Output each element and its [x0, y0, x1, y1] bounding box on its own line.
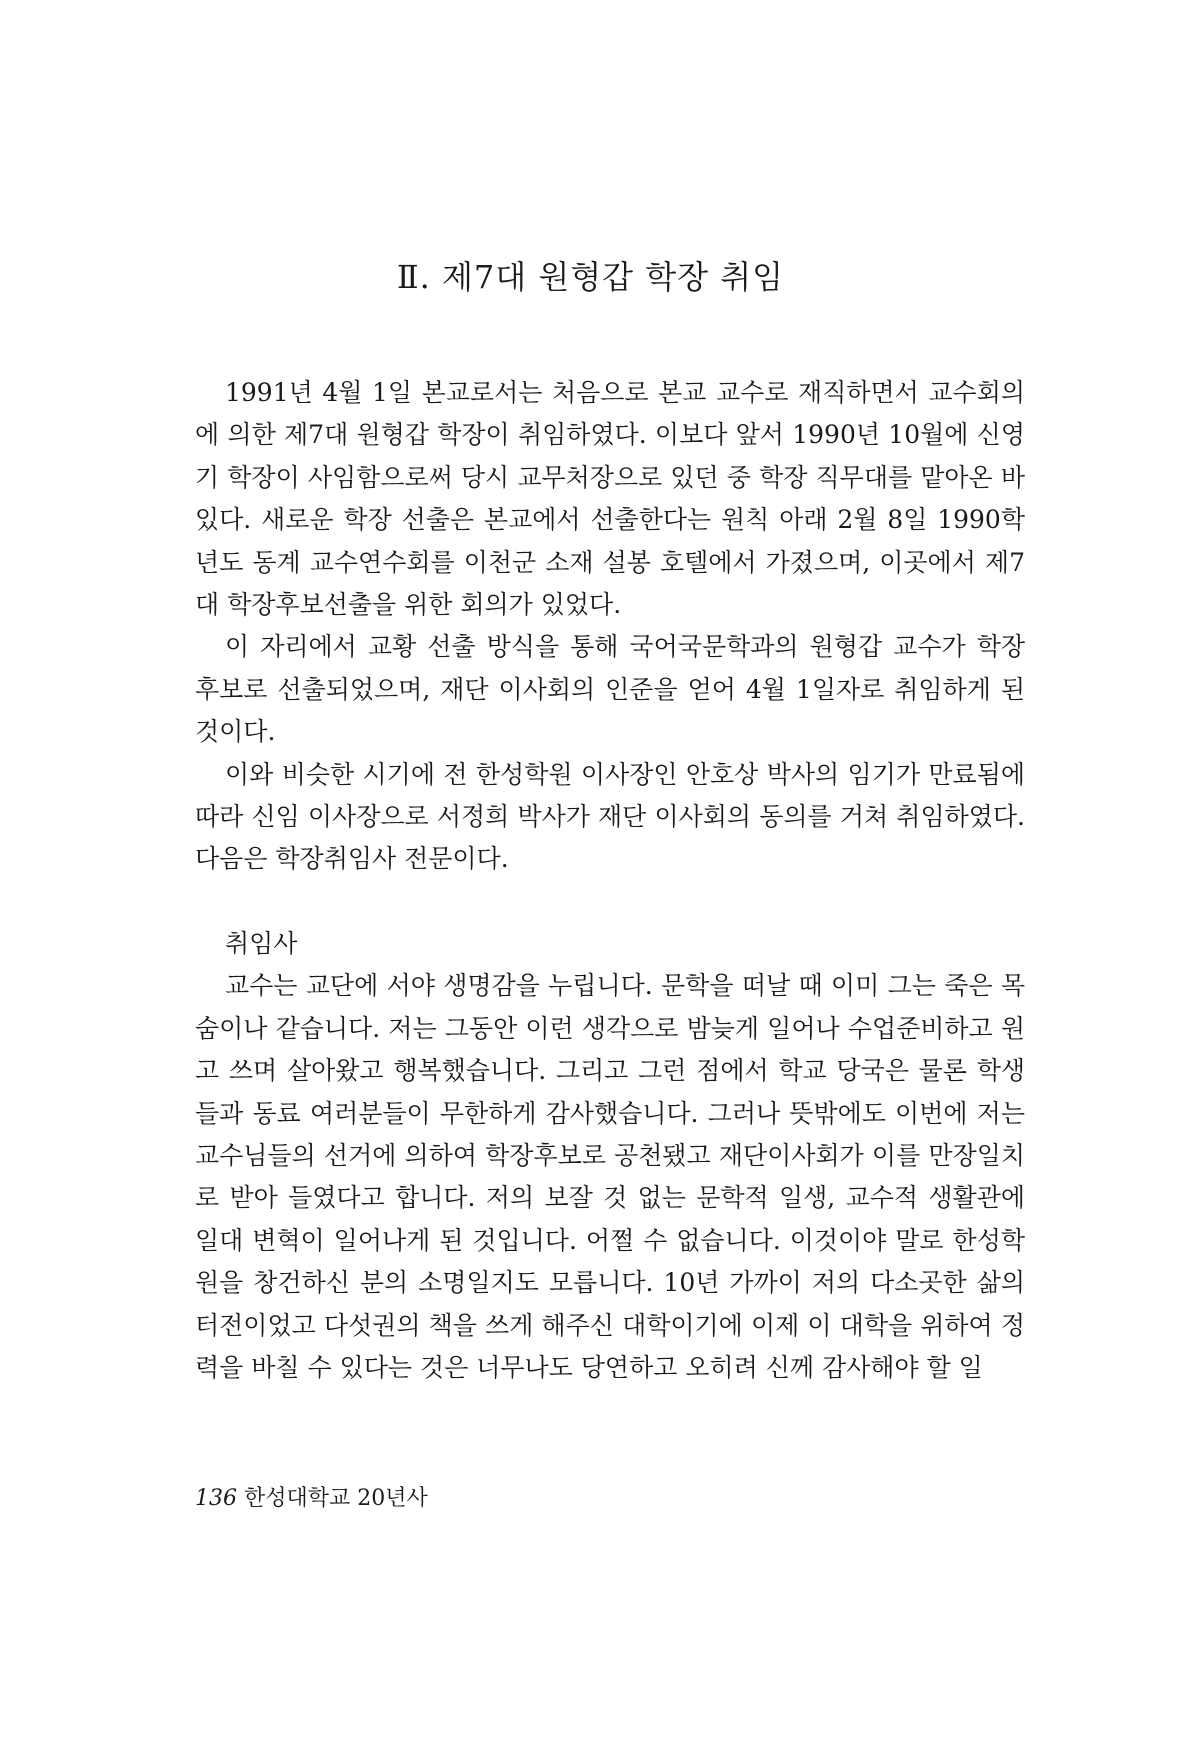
section-heading: Ⅱ. 제7대 원형갑 학장 취임	[396, 258, 785, 296]
book-title: 한성대학교 20년사	[244, 1486, 428, 1511]
page-number: 136	[195, 1486, 237, 1511]
paragraph-1: 1991년 4월 1일 본교로서는 처음으로 본교 교수로 재직하면서 교수회의에 의한 제7대 원형갑 학장이 취임하였다. 이보다 앞서 1990년 10월에 신영기 학장이 사임함으로써 당시 교무처장으로 있던 중 학장 직무대를 맡아온 바 있다. 새로운 학장 선출은 본교에서 선출한다는 원칙 아래 2월 8일 1990학년도 동계 교수연수회를 이천군 소재 설봉 호텔에서 가졌으며, 이곳에서 제7대 학장후보선출을 위한 회의가 있었다.	[195, 378, 1025, 620]
speech-label: 취임사	[225, 928, 298, 958]
spacer	[195, 881, 1025, 923]
paragraph-3: 이와 비슷한 시기에 전 한성학원 이사장인 안호상 박사의 임기가 만료됨에 따라 신임 이사장으로 서정희 박사가 재단 이사회의 동의를 거쳐 취임하였다. 다음은 학장취임사 전문이다.	[195, 759, 1025, 874]
paragraph-2: 이 자리에서 교황 선출 방식을 통해 국어국문학과의 원형갑 교수가 학장 후보로 선출되었으며, 재단 이사회의 인준을 얻어 4월 1일자로 취임하게 된 것이다.	[195, 632, 1025, 747]
page-footer	[195, 1481, 428, 1512]
speech-text: 교수는 교단에 서야 생명감을 누립니다. 문학을 떠날 때 이미 그는 죽은 목숨이나 같습니다. 저는 그동안 이런 생각으로 밤늦게 일어나 수업준비하고 원고 쓰며 살아왔고 행복했습니다. 그리고 그런 점에서 학교 당국은 물론 학생들과 동료 여러분들이 무한하게 감사했습니다. 그러나 뜻밖에도 이번에 저는 교수님들의 선거에 의하여 학장후보로 공천됐고 재단이사회가 이를 만장일치로 받아 들였다고 합니다. 저의 보잘 것 없는 문학적 일생, 교수적 생활관에 일대 변혁이 일어나게 된 것입니다. 어쩔 수 없습니다. 이것이야 말로 한성학원을 창건하신 분의 소명일지도 모릅니다. 10년 가까이 저의 다소곳한 삶의 터전이었고 다섯권의 책을 쓰게 해주신 대학이기에 이제 이 대학을 위하여 정력을 바칠 수 있다는 것은 너무나도 당연하고 오히려 신께 감사해야 할 일	[195, 971, 1025, 1382]
body-text	[195, 372, 1025, 1389]
